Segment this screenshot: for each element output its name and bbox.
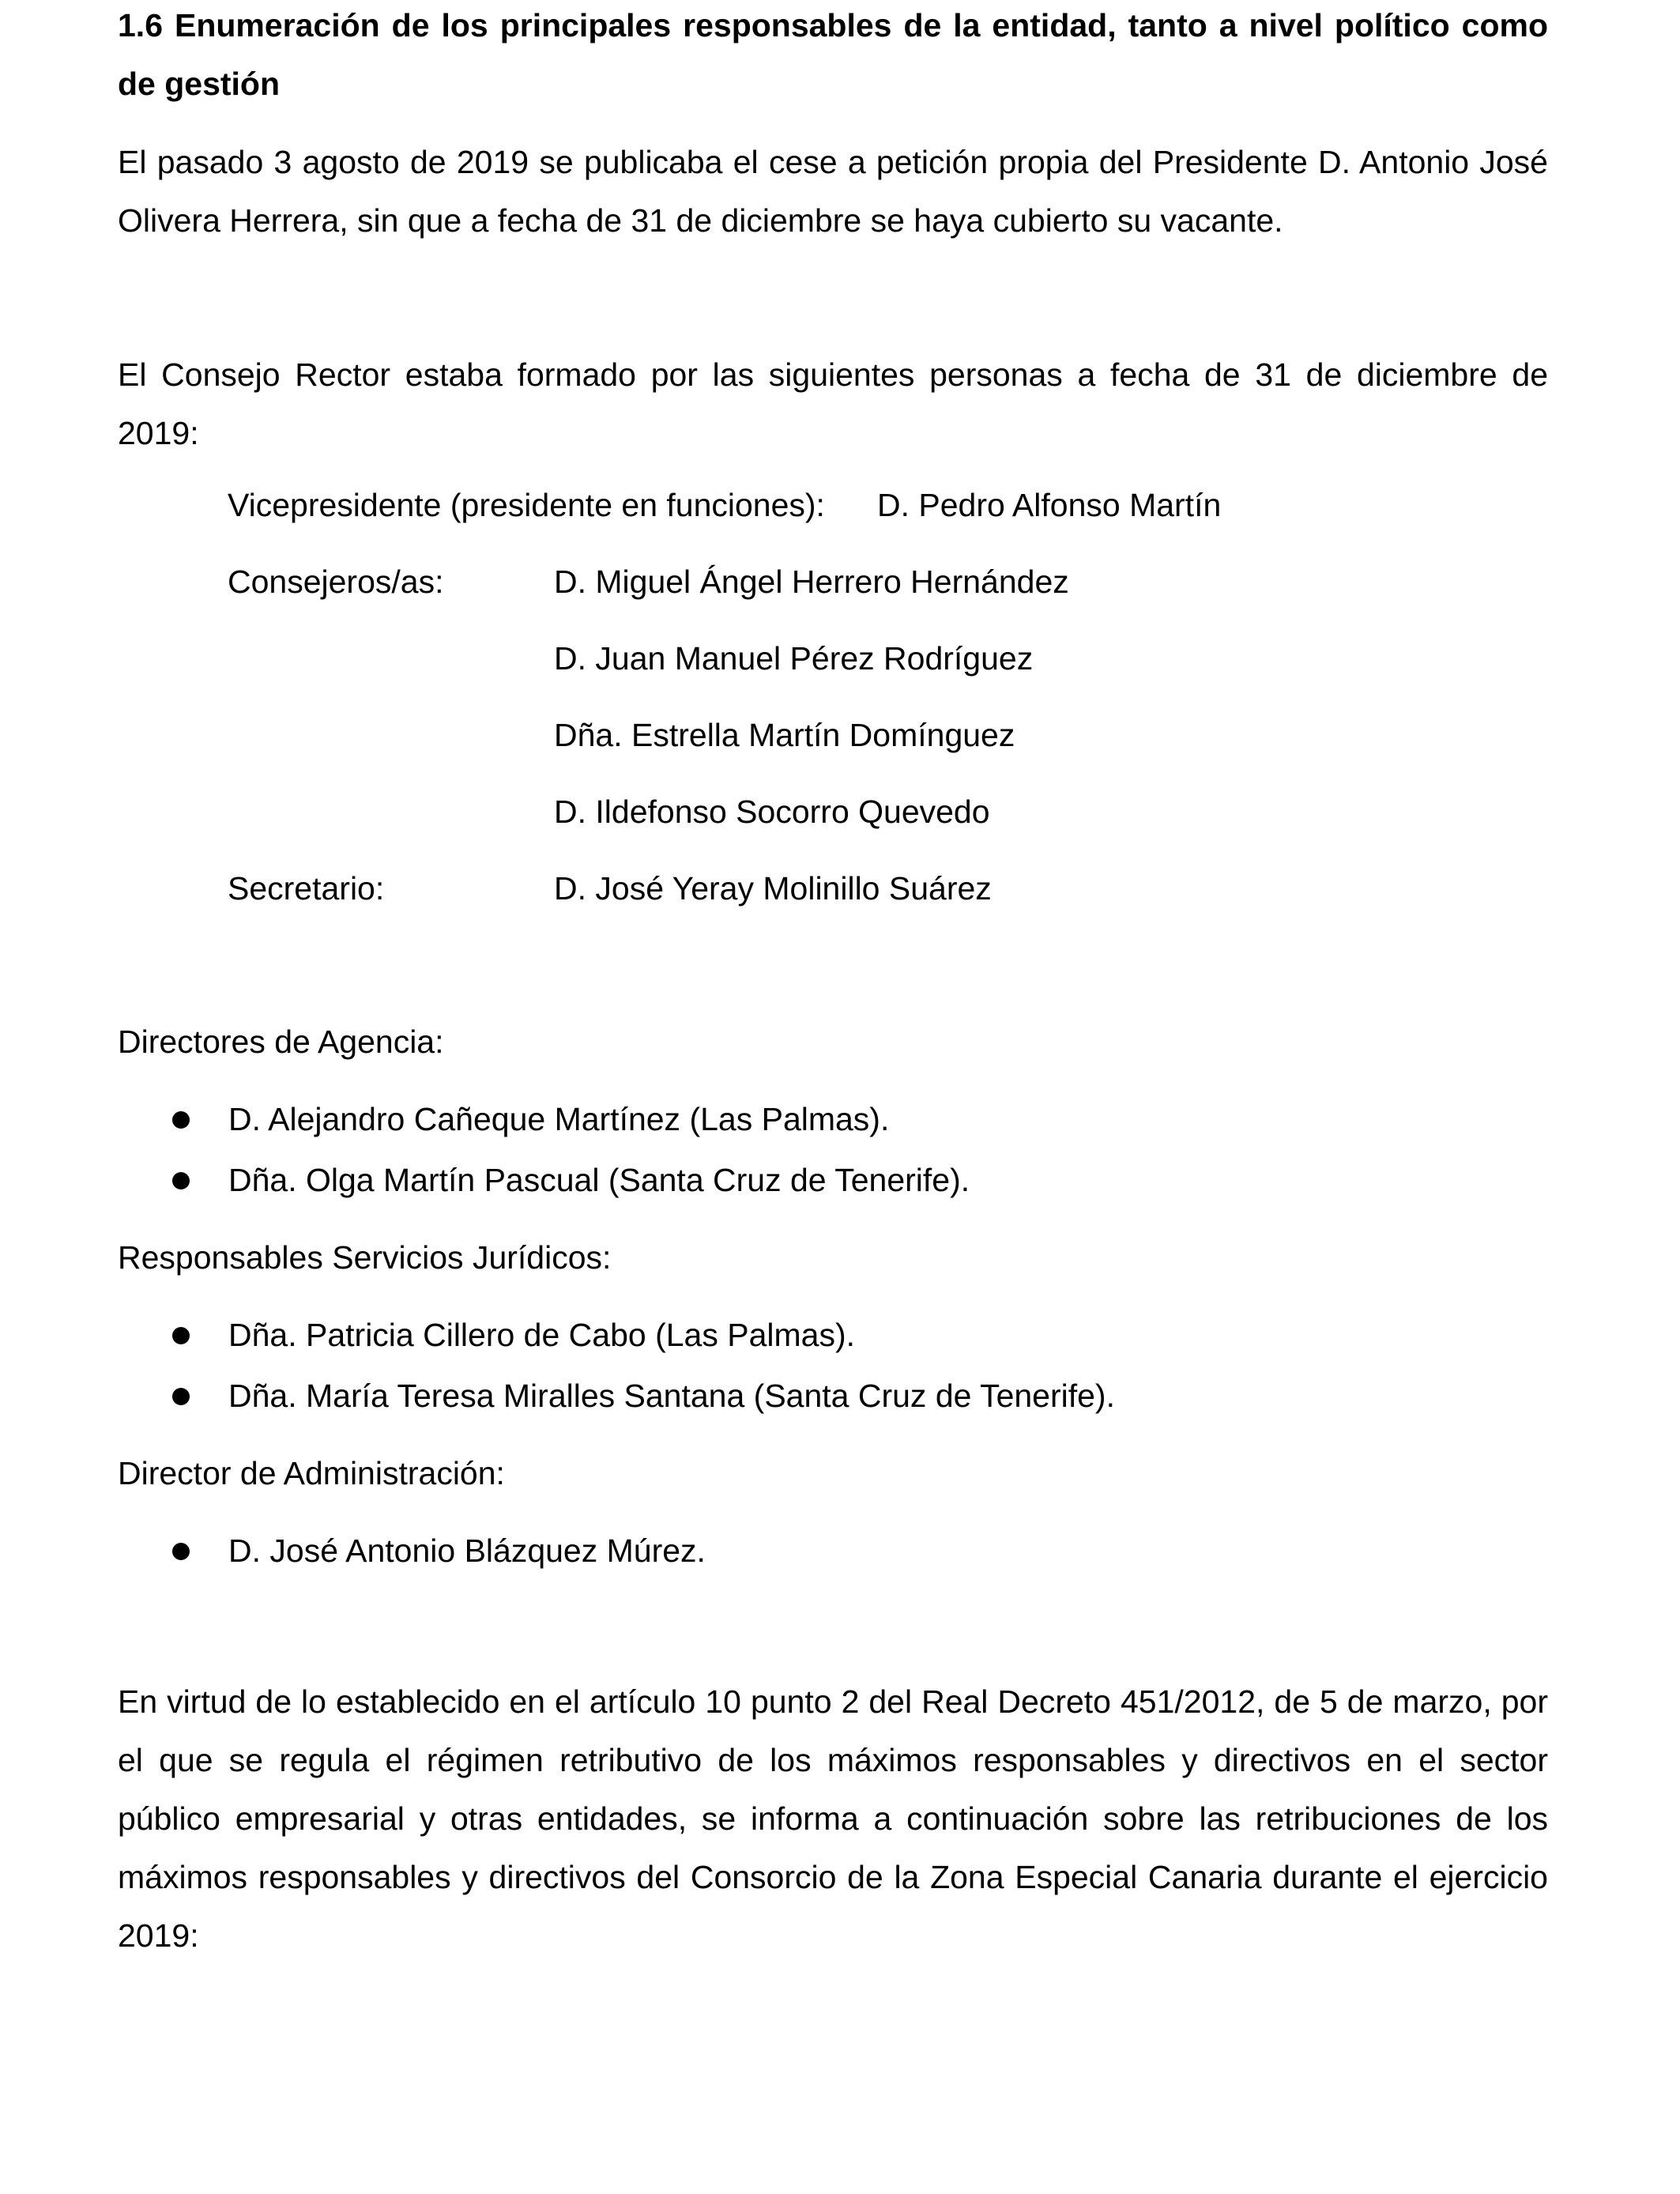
list-item: Dña. Patricia Cillero de Cabo (Las Palmas). — [228, 1317, 855, 1353]
list-item: D. José Antonio Blázquez Múrez. — [228, 1532, 706, 1569]
bullet-icon — [172, 1327, 190, 1344]
intro-paragraph: El pasado 3 agosto de 2019 se publicaba el cese a petición propia del Presidente D. Antonio José Olivera Herrera, sin que a fecha de 31 de diciembre se haya cubierto su vacante. — [118, 144, 1548, 239]
council-paragraph: El Consejo Rector estaba formado por las siguientes personas a fecha de 31 de diciembre de 2019: — [118, 356, 1548, 451]
closing-paragraph: En virtud de lo establecido en el artículo 10 punto 2 del Real Decreto 451/2012, de 5 de marzo, por el que se regula el régimen retributivo de los máximos responsables y directivos en el sector público empresarial y otras entidades, se informa a continuación sobre las retribuciones de los máximos responsables y directivos del Consorcio de la Zona Especial Canaria durante el ejercicio 2019: — [118, 1683, 1548, 1954]
councillor-name: D. Ildefonso Socorro Quevedo — [554, 794, 990, 830]
councillor-name: D. Juan Manuel Pérez Rodríguez — [554, 640, 1034, 677]
secretary-name: D. José Yeray Molinillo Suárez — [554, 870, 992, 907]
vicepresident-label: Vicepresidente (presidente en funciones): — [228, 487, 825, 523]
councillor-name: Dña. Estrella Martín Domínguez — [554, 717, 1015, 753]
vicepresident-name: D. Pedro Alfonso Martín — [877, 487, 1222, 523]
bullet-icon — [172, 1172, 190, 1189]
councillors-label: Consejeros/as: — [228, 564, 444, 600]
secretary-label: Secretario: — [228, 870, 385, 907]
agency-directors-label: Directores de Agencia: — [118, 1023, 444, 1060]
councillor-name: D. Miguel Ángel Herrero Hernández — [554, 564, 1069, 600]
bullet-icon — [172, 1388, 190, 1405]
list-item: Dña. Olga Martín Pascual (Santa Cruz de Tenerife). — [228, 1162, 970, 1198]
legal-services-label: Responsables Servicios Jurídicos: — [118, 1239, 612, 1276]
administration-label: Director de Administración: — [118, 1455, 505, 1491]
bullet-icon — [172, 1111, 190, 1129]
list-item: Dña. María Teresa Miralles Santana (Santa Cruz de Tenerife). — [228, 1378, 1115, 1414]
list-item: D. Alejandro Cañeque Martínez (Las Palmas). — [228, 1101, 890, 1137]
section-heading: 1.6 Enumeración de los principales responsables de la entidad, tanto a nivel político como de gestión — [118, 7, 1548, 102]
bullet-icon — [172, 1543, 190, 1560]
